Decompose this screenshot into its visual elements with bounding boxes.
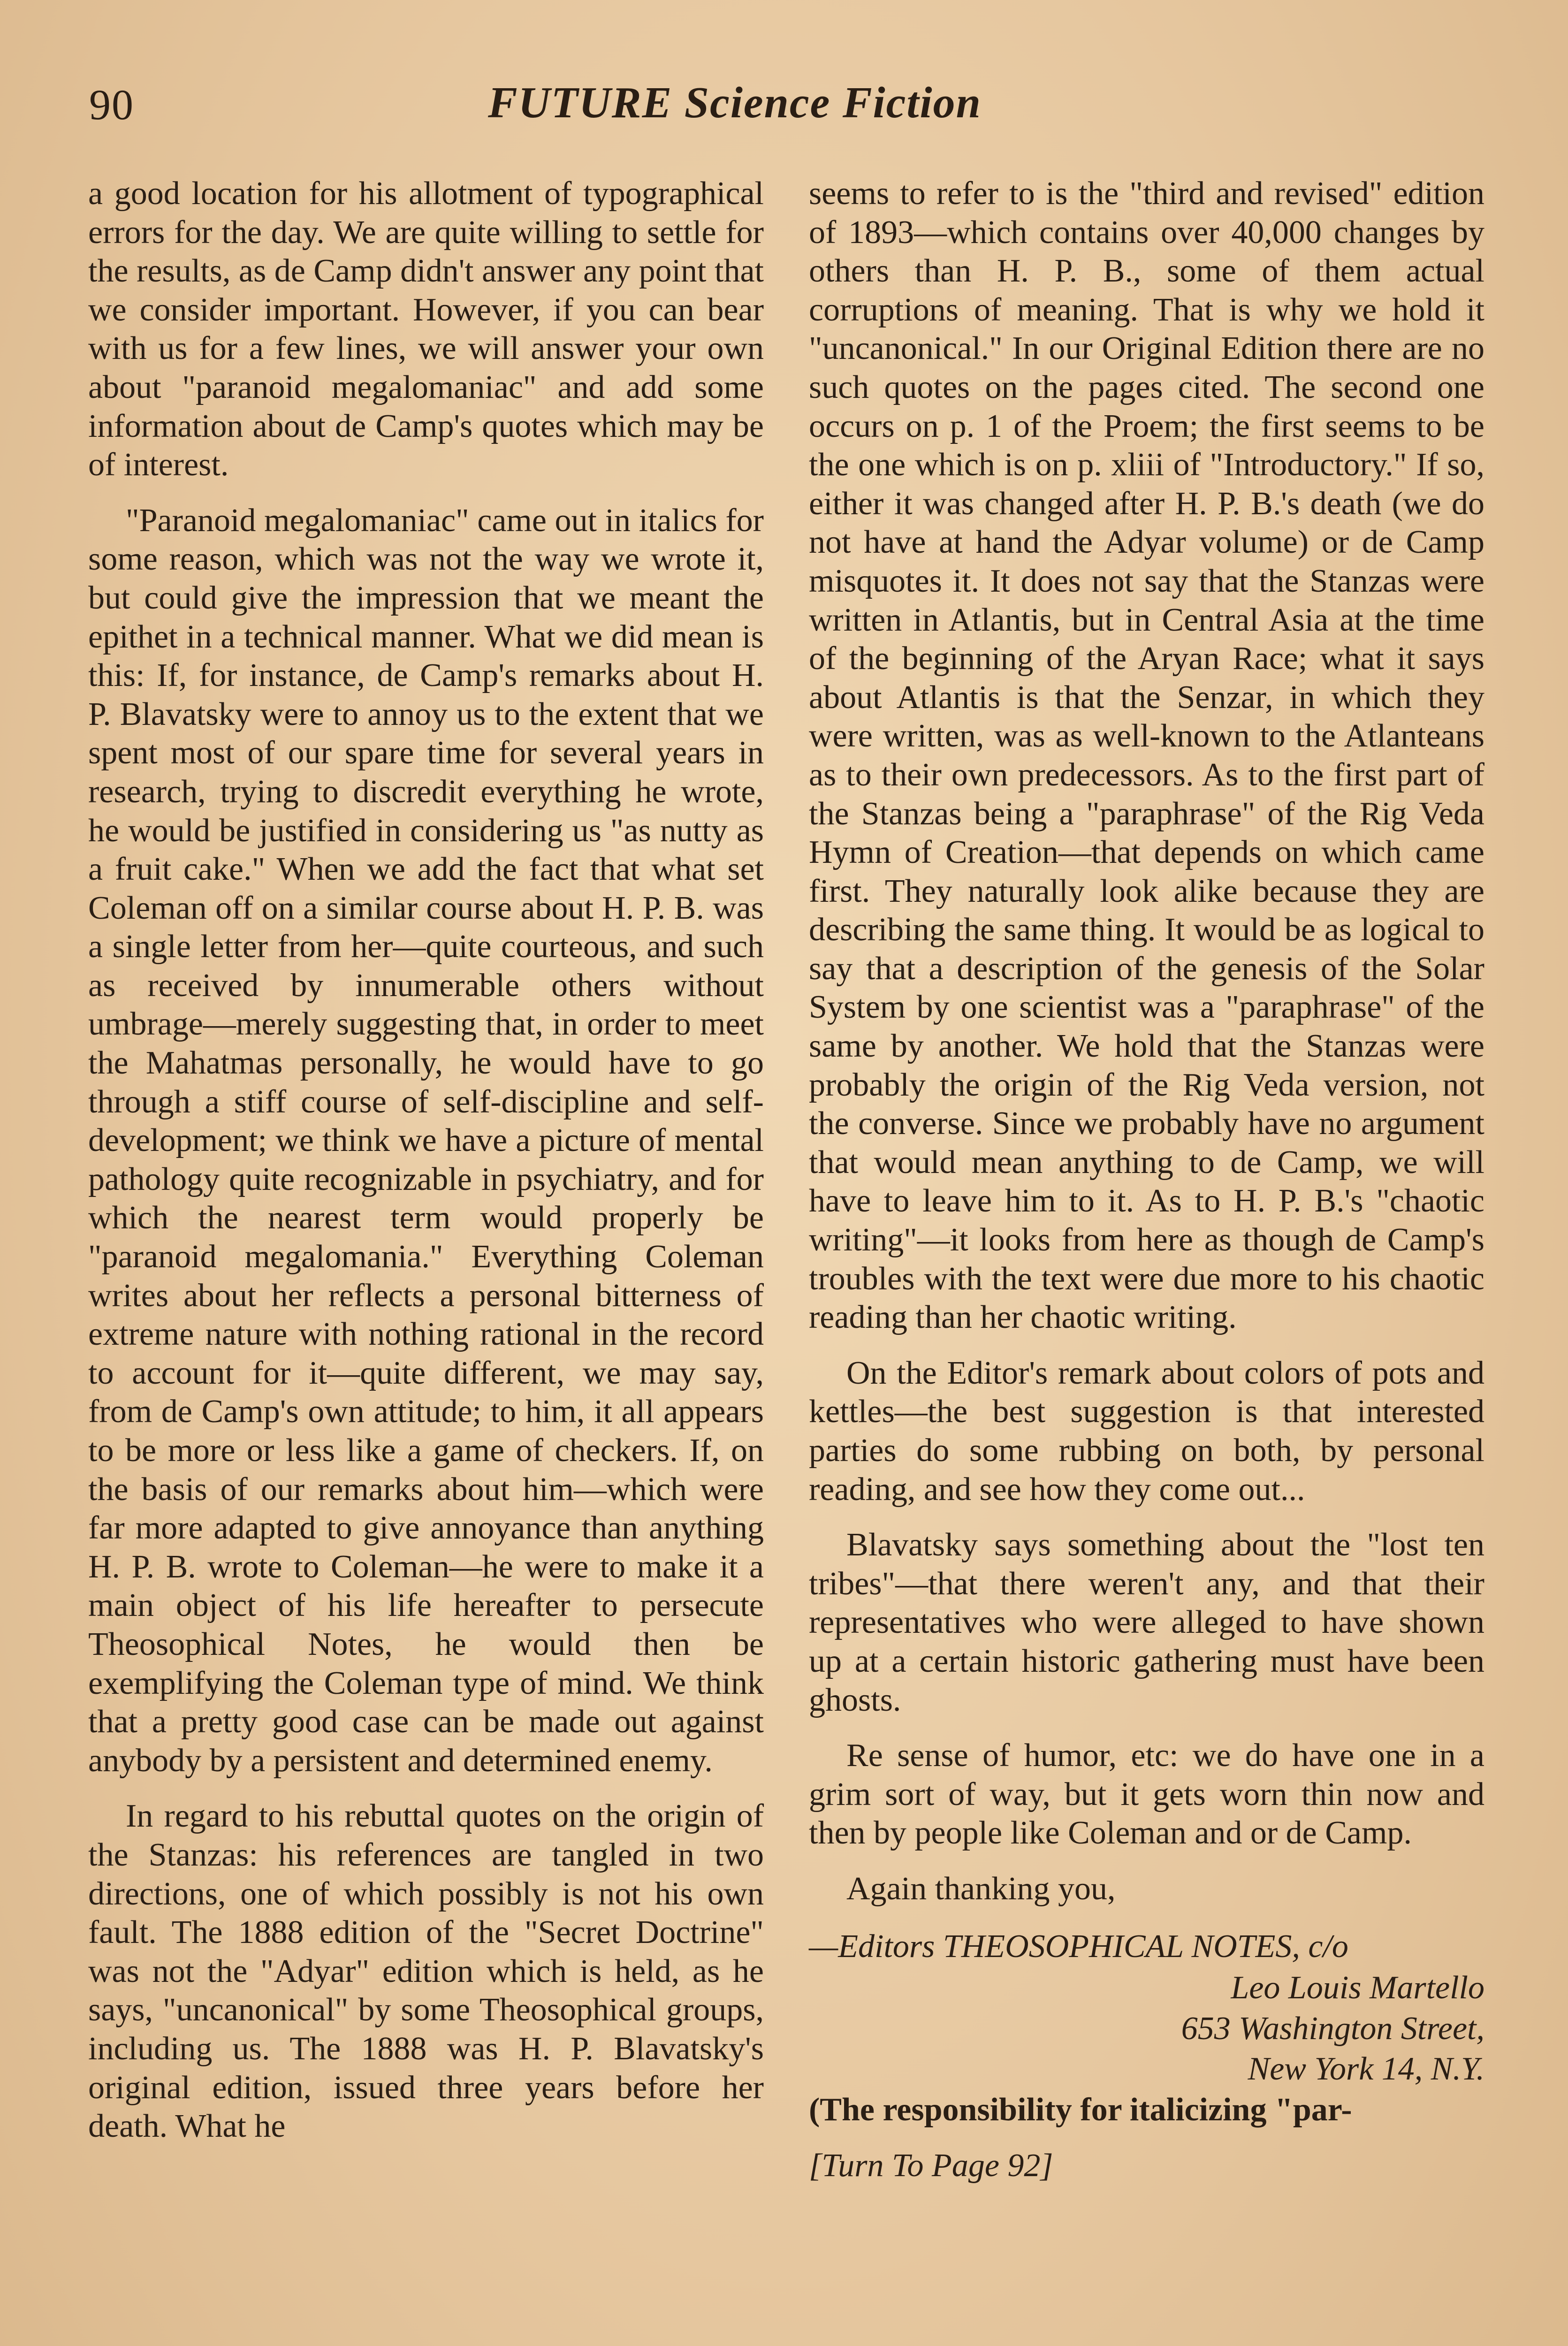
signature-line-editors: —Editors THEOSOPHICAL NOTES, c/o — [809, 1928, 1348, 1965]
left-column — [88, 175, 764, 2163]
closing-note: (The responsibility for italicizing "par- — [809, 2091, 1352, 2128]
paragraph: Re sense of humor, etc: we do have one in a grim sort of way, but it gets worn thin now and then by people like Coleman and or de Camp. — [809, 1737, 1484, 1851]
paragraph: On the Editor's remark about colors of pots and kettles—the best suggestion is that interested parties do some rubbing on both, by personal reading, and see how they come out... — [809, 1355, 1484, 1508]
paragraph: seems to refer to is the "third and revised" edition of 1893—which contains over 40,000 changes by others than H. P. B., some of them actual corruptions of meaning. That is why we hold it "uncanonical." In our Original Edition there are no such quotes on the pages cited. The second one occurs on p. 1 of the Proem; the first seems to be the one which is on p. xliii of "Introductory." If so, either it was changed after H. P. B.'s death (we do not have at hand the Adyar volume) or de Camp misquotes it. It does not say that the Stanzas were written in Atlantis, but in Central Asia at the time of the beginning of the Aryan Race; what it says about Atlantis is that the Senzar, in which they were written, was as well-known to the Atlanteans as to their own predecessors. As to the first part of the Stanzas being a "paraphrase" of the Rig Veda Hymn of Creation—that depends on which came first. They naturally look alike because they are describing the same thing. It would be as logical to say that a description of the genesis of the Solar System by one scientist was a "paraphrase" of the same by another. We hold that the Stanzas were probably the origin of the Rig Veda version, not the converse. Since we probably have no argument that would mean anything to de Camp, we will have to leave him to it. As to H. P. B.'s "chaotic writing"—it looks from here as though de Camp's troubles with the text were due more to his chaotic reading than her chaotic writing. — [809, 175, 1484, 1336]
paragraph: Blavatsky says something about the "lost ten tribes"—that there weren't any, and that their representatives who were alleged to have shown up at a certain historic gathering must have been ghosts. — [809, 1527, 1484, 1718]
paragraph: a good location for his allotment of typographical errors for the day. We are quite willing to settle for the results, as de Camp didn't answer any point that we consider important. However, if you can bear with us for a few lines, we will answer your own about "paranoid megalomaniac" and add some information about de Camp's quotes which may be of interest. — [88, 175, 764, 483]
continuation-link: [Turn To Page 92] — [809, 2147, 1053, 2184]
signature-line-city: New York 14, N.Y. — [1248, 2051, 1484, 2087]
signature-line-name: Leo Louis Martello — [1231, 1970, 1484, 2006]
page-number: 90 — [89, 81, 134, 129]
paragraph: "Paranoid megalomaniac" came out in italics for some reason, which was not the way we wrote it, but could give the impression that we meant the epithet in a technical manner. What we did mean is this: If, for instance, de Camp's remarks about H. P. Blavatsky were to annoy us to the extent that we spent most of our spare time for several years in research, trying to discredit everything he wrote, he would be justified in considering us "as nutty as a fruit cake." When we add the fact that what set Coleman off on a similar course about H. P. B. was a single letter from her—quite courteous, and such as received by innumerable others without umbrage—merely suggesting that, in order to meet the Mahatmas personally, he would have to go through a stiff course of self-discipline and self-development; we think we have a picture of mental pathology quite recognizable in psychiatry, and for which the nearest term would properly be "paranoid megalomania." Everything Coleman writes about her reflects a personal bitterness of extreme nature with nothing rational in the record to account for it—quite different, we may say, from de Camp's own attitude; to him, it all appears to be more or less like a game of checkers. If, on the basis of our remarks about him—which were far more adapted to give annoyance than anything H. P. B. wrote to Coleman—he were to make it a main object of his life hereafter to persecute Theosophical Notes, he would then be exemplifying the Coleman type of mind. We think that a pretty good case can be made out against anybody by a persistent and determined enemy. — [88, 502, 764, 1779]
signature-block — [809, 1927, 1484, 2089]
right-column — [809, 175, 1484, 2202]
signature-line-street: 653 Washington Street, — [1181, 2010, 1484, 2047]
paragraph: Again thanking you, — [846, 1870, 1116, 1907]
paragraph: In regard to his rebuttal quotes on the origin of the Stanzas: his references are tangled in two directions, one of which possibly is not his own fault. The 1888 edition of the "Secret Doctrine" was not the "Adyar" edition which is held, as he says, "uncanonical" by some Theosophical groups, including us. The 1888 was H. P. Blavatsky's original edition, issued three years before her death. What he — [88, 1798, 764, 2145]
running-title: FUTURE Science Fiction — [488, 78, 982, 127]
